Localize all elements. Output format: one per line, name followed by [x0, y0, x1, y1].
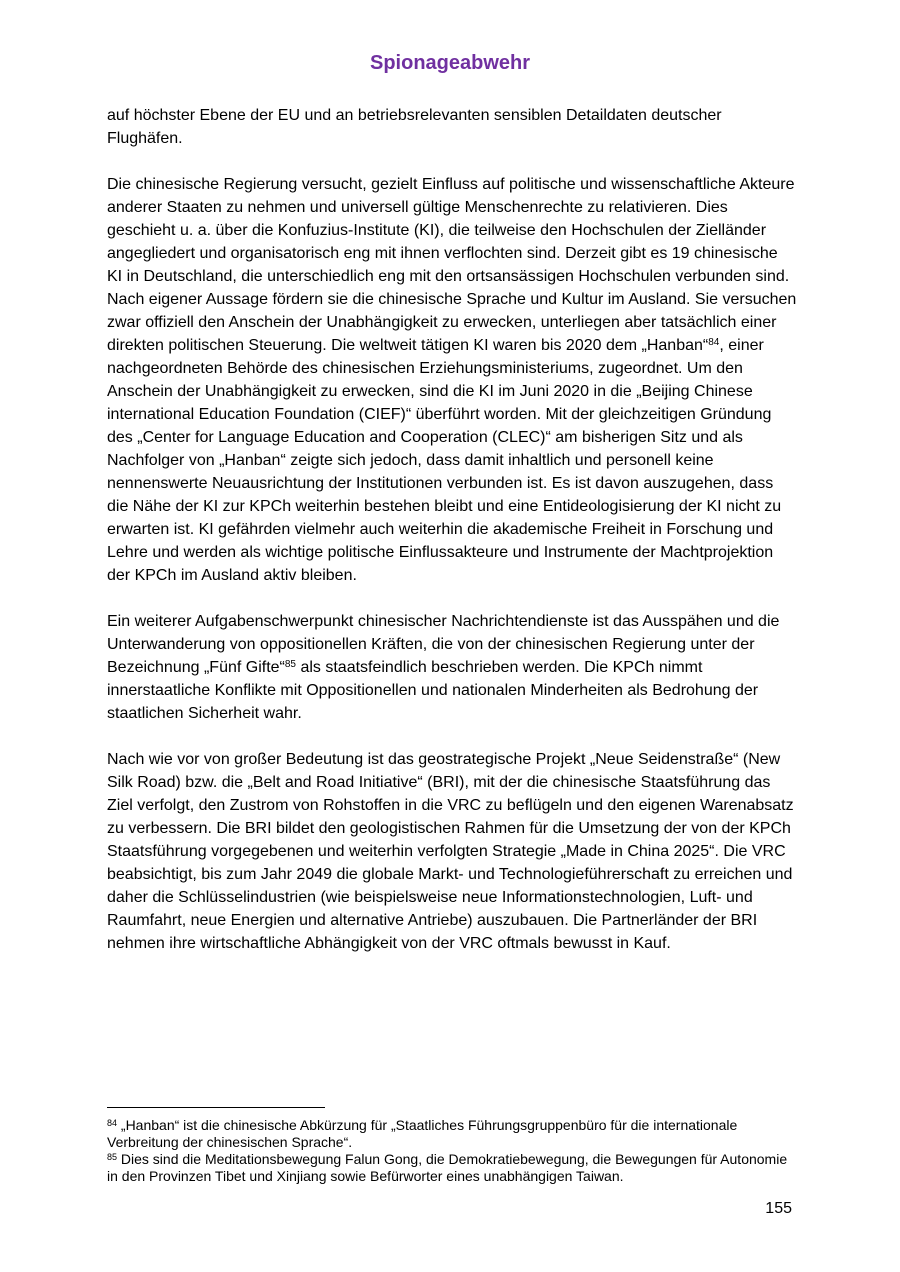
footnote-number: 84	[107, 1118, 118, 1128]
paragraph-2-text-a: Die chinesische Regierung versucht, gezielt Einfluss auf politische und wissenschaftliche Akteure anderer Staaten zu nehmen und universell gültige Menschenrechte zu relativieren. Dies geschieht u. a. über die Konfuzius-Institute (KI), die teilweise den Hochschulen der Zielländer angegliedert und organisatorisch eng mit ihnen verflochten sind. Derzeit gibt es 19 chinesische KI in Deutschland, die unterschiedlich eng mit den ortsansässigen Hochschulen verbunden sind. Nach eigener Aussage fördern sie die chinesische Sprache und Kultur im Ausland. Sie versuchen zwar offiziell den Anschein der Unabhängigkeit zu erwecken, unterliegen aber tatsächlich einer direkten politischen Steuerung. Die weltweit tätigen KI waren bis 2020 dem „Hanban“	[107, 176, 797, 354]
footnote-84	[107, 1117, 797, 1151]
paragraph-4-text: Nach wie vor von großer Bedeutung ist das geostrategische Projekt „Neue Seidenstraße“ (New Silk Road) bzw. die „Belt and Road Initiative“ (BRI), mit der die chinesische Staatsführung das Ziel verfolgt, den Zustrom von Rohstoffen in die VRC zu beflügeln und den eigenen Warenabsatz zu verbessern. Die BRI bildet den geologistischen Rahmen für die Umsetzung der von der KPCh Staatsführung vorgegebenen und weiterhin verfolgten Strategie „Made in China 2025“. Die VRC beabsichtigt, bis zum Jahr 2049 die globale Markt- und Technologieführerschaft zu erreichen und daher die Schlüsselindustrien (wie beispielsweise neue Informationstechnologien, Luft- und Raumfahrt, neue Energien und alternative Antriebe) auszubauen. Die Partnerländer der BRI nehmen ihre wirtschaftliche Abhängigkeit von der VRC oftmals bewusst in Kauf.	[107, 751, 794, 952]
paragraph-3-text-b: als staatsfeindlich beschrieben werden. Die KPCh nimmt innerstaatliche Konflikte mit Oppositionellen und nationalen Minderheiten als Bedrohung der staatlichen Sicherheit wahr.	[107, 659, 759, 722]
paragraph-2	[107, 173, 797, 587]
paragraph-3	[107, 610, 797, 725]
footnote-85	[107, 1151, 797, 1185]
paragraph-3-text-a: Ein weiterer Aufgabenschwerpunkt chinesischer Nachrichtendienste ist das Ausspähen und die Unterwanderung von oppositionellen Kräften, die von der chinesischen Regierung unter der Bezeichnung „Fünf Gifte“	[107, 613, 780, 676]
footnote-text: Dies sind die Meditationsbewegung Falun Gong, die Demokratiebewegung, die Bewegungen für Autonomie in den Provinzen Tibet und Xinjiang sowie Befürworter eines unabhängigen Taiwan.	[107, 1151, 788, 1184]
footnote-ref-84: 84	[708, 337, 720, 348]
paragraph-2-text-b: , einer nachgeordneten Behörde des chinesischen Erziehungsministeriums, zugeordnet. Um den Anschein der Unabhängigkeit zu erwecken, sind die KI im Juni 2020 in die „Beijing Chinese international Education Foundation (CIEF)“ überführt worden. Mit der gleichzeitigen Gründung des „Center for Language Education and Cooperation (CLEC)“ am bisherigen Sitz und als Nachfolger von „Hanban“ zeigte sich jedoch, dass damit inhaltlich und personell keine nennenswerte Neuausrichtung der Institutionen verbunden ist. Es ist davon auszugehen, dass die Nähe der KI zur KPCh weiterhin bestehen bleibt und eine Entideologisierung der KI nicht zu erwarten ist. KI gefährden vielmehr auch weiterhin die akademische Freiheit in Forschung und Lehre und werden als wichtige politische Einflussakteure und Instrumente der Machtprojektion der KPCh im Ausland aktiv bleiben.	[107, 337, 782, 584]
footnote-separator	[107, 1107, 325, 1108]
paragraph-1	[107, 104, 797, 150]
footnote-text: „Hanban“ ist die chinesische Abkürzung für „Staatliches Führungsgruppenbüro für die internationale Verbreitung der chinesischen Sprache“.	[107, 1117, 738, 1150]
footnotes	[107, 1117, 797, 1185]
page-number: 155	[765, 1200, 792, 1217]
body-text	[107, 104, 797, 978]
footnote-number: 85	[107, 1152, 118, 1162]
paragraph-1-text: auf höchster Ebene der EU und an betriebsrelevanten sensiblen Detaildaten deutscher Flughäfen.	[107, 107, 722, 147]
footnote-ref-85: 85	[284, 659, 296, 670]
paragraph-4	[107, 748, 797, 955]
page-title: Spionageabwehr	[369, 52, 531, 74]
